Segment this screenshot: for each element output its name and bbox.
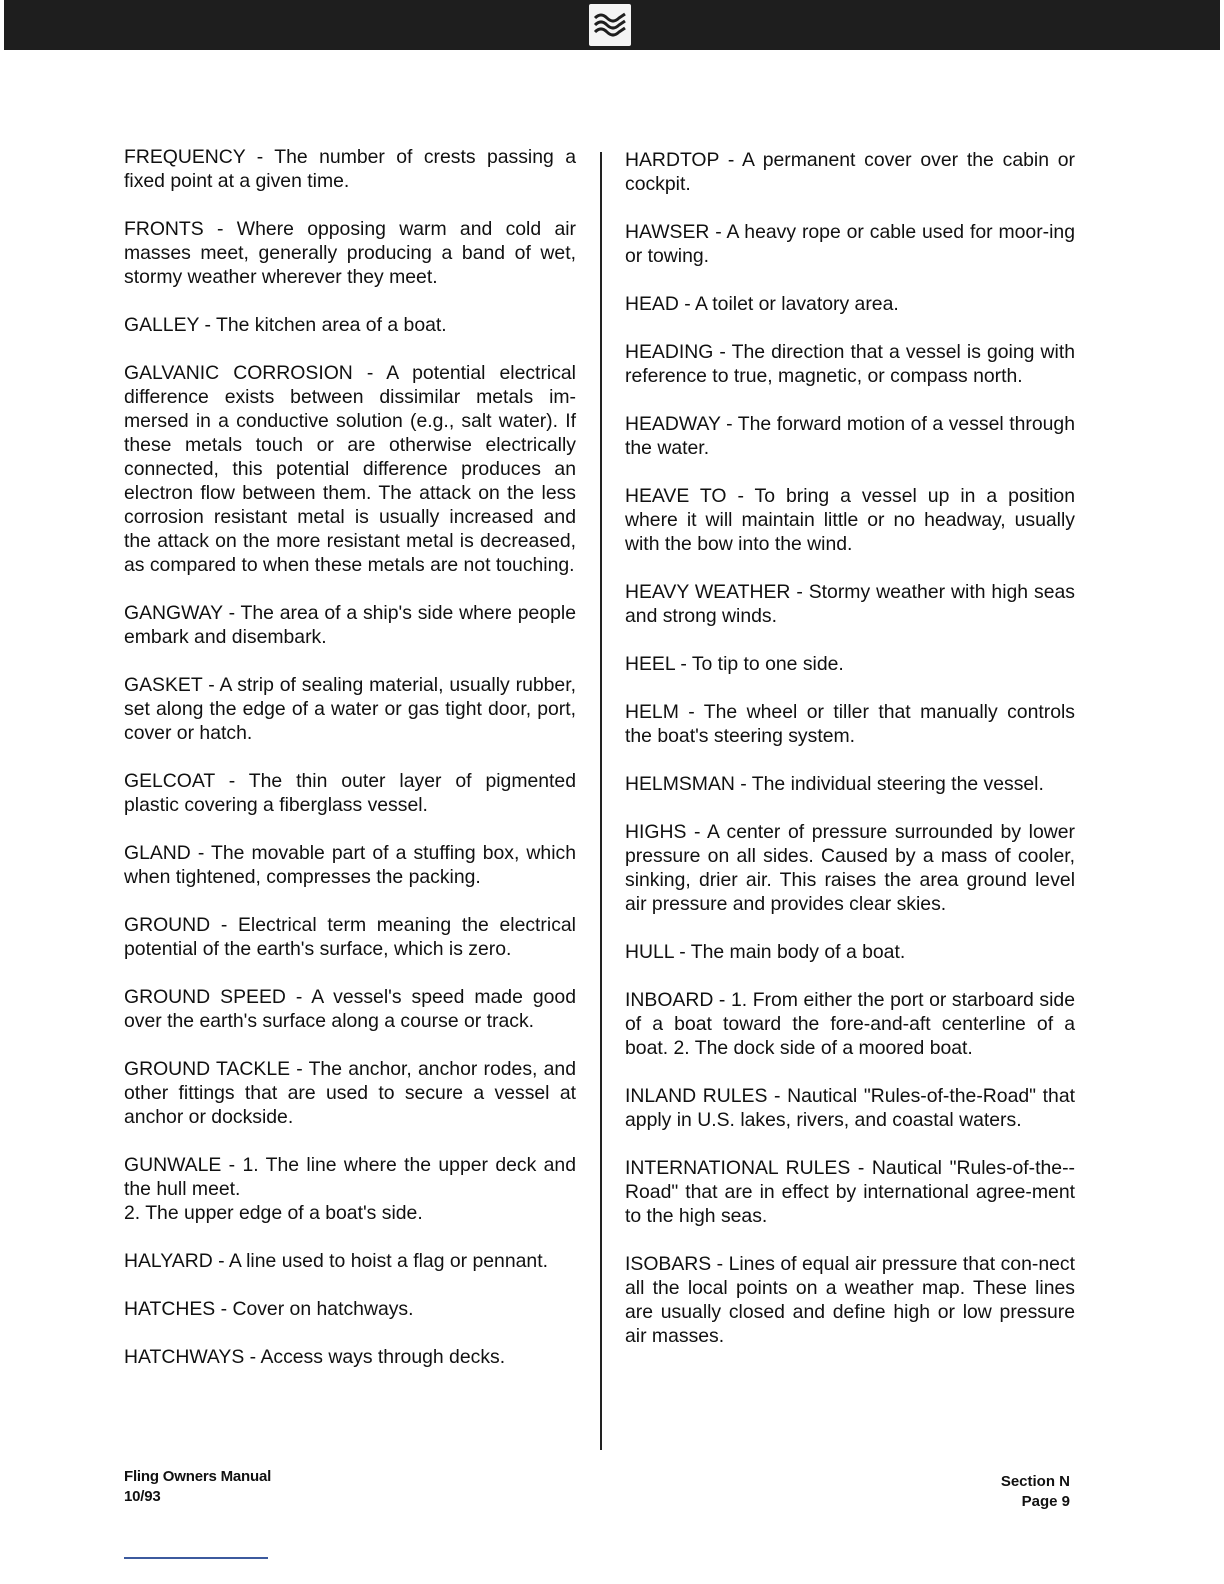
glossary-entry: INBOARD - 1. From either the port or starboard side of a boat toward the fore-and-aft centerline of a boat. 2. The dock side of a moored boat.: [625, 989, 1075, 1059]
header-bar: [4, 0, 1220, 50]
glossary-entry: FRONTS - Where opposing warm and cold air masses meet, generally producing a band of wet, stormy weather wherever they meet.: [124, 218, 576, 288]
section-label: Section N: [1000, 1473, 1070, 1490]
footer-manual-info: [124, 1467, 271, 1507]
glossary-entry: GUNWALE - 1. The line where the upper deck and the hull meet. 2. The upper edge of a boat's side.: [124, 1154, 576, 1224]
glossary-entry: HATCHWAYS - Access ways through decks.: [124, 1346, 506, 1368]
glossary-entry: GROUND TACKLE - The anchor, anchor rodes, and other fittings that are used to secure a vessel at anchor or dockside.: [124, 1058, 576, 1128]
glossary-entry: HEEL - To tip to one side.: [625, 653, 844, 675]
left-glossary-column: [124, 145, 576, 1393]
glossary-entry: HEAVY WEATHER - Stormy weather with high seas and strong winds.: [625, 581, 1075, 627]
glossary-entry: HIGHS - A center of pressure surrounded by lower pressure on all sides. Caused by a mass of cooler, sinking, drier air. This raises the area ground level air pressure and provides clear skies.: [625, 821, 1075, 915]
glossary-entry: HATCHES - Cover on hatchways.: [124, 1298, 414, 1320]
glossary-entry: HARDTOP - A permanent cover over the cabin or cockpit.: [625, 149, 1075, 195]
right-glossary-column: [625, 148, 1075, 1372]
column-divider: [600, 152, 602, 1450]
glossary-entry: INLAND RULES - Nautical "Rules-of-the-Road" that apply in U.S. lakes, rivers, and coastal waters.: [625, 1085, 1075, 1131]
page-number: Page 9: [1021, 1493, 1070, 1510]
glossary-entry: HEADWAY - The forward motion of a vessel through the water.: [625, 413, 1075, 459]
glossary-entry: HALYARD - A line used to hoist a flag or pennant.: [124, 1250, 548, 1272]
footer-page-info: [960, 1472, 1070, 1512]
glossary-entry: HEADING - The direction that a vessel is going with reference to true, magnetic, or compass north.: [625, 341, 1075, 387]
glossary-entry: GLAND - The movable part of a stuffing box, which when tightened, compresses the packing.: [124, 842, 576, 888]
glossary-entry: GROUND SPEED - A vessel's speed made good over the earth's surface along a course or track.: [124, 986, 576, 1032]
glossary-entry: FREQUENCY - The number of crests passing a fixed point at a given time.: [124, 146, 576, 192]
glossary-entry: GALVANIC CORROSION - A potential electrical difference exists between dissimilar metals im-mersed in a conductive solution (e.g., salt water). If these metals touch or are otherwise electrically connected, this potential difference produces an electron flow between them. The attack on the less corrosion resistant metal is usually increased and the attack on the more resistant metal is decreased, as compared to when these metals are not touching.: [124, 362, 576, 576]
manual-title: Fling Owners Manual: [124, 1468, 272, 1485]
glossary-entry: GALLEY - The kitchen area of a boat.: [124, 314, 447, 336]
glossary-entry: GELCOAT - The thin outer layer of pigmented plastic covering a fiberglass vessel.: [124, 770, 576, 816]
glossary-entry: HEAD - A toilet or lavatory area.: [625, 293, 899, 315]
glossary-entry: HEAVE TO - To bring a vessel up in a position where it will maintain little or no headway, usually with the bow into the wind.: [625, 485, 1075, 555]
glossary-entry: HELMSMAN - The individual steering the vessel.: [625, 773, 1044, 795]
glossary-entry: HELM - The wheel or tiller that manually controls the boat's steering system.: [625, 701, 1075, 747]
glossary-entry: HULL - The main body of a boat.: [625, 941, 906, 963]
bottom-rule: [124, 1557, 268, 1559]
wave-logo-icon: [589, 4, 631, 46]
glossary-entry: GASKET - A strip of sealing material, usually rubber, set along the edge of a water or gas tight door, port, cover or hatch.: [124, 674, 576, 744]
glossary-entry: GANGWAY - The area of a ship's side where people embark and disembark.: [124, 602, 576, 648]
manual-date: 10/93: [124, 1488, 161, 1505]
glossary-entry: GROUND - Electrical term meaning the electrical potential of the earth's surface, which is zero.: [124, 914, 576, 960]
glossary-entry: HAWSER - A heavy rope or cable used for moor-ing or towing.: [625, 221, 1075, 267]
glossary-entry: ISOBARS - Lines of equal air pressure that con-nect all the local points on a weather map. These lines are usually closed and define high or low pressure air masses.: [625, 1253, 1075, 1347]
glossary-entry: INTERNATIONAL RULES - Nautical "Rules-of-the--Road" that are in effect by international agree-ment to the high seas.: [625, 1157, 1075, 1227]
